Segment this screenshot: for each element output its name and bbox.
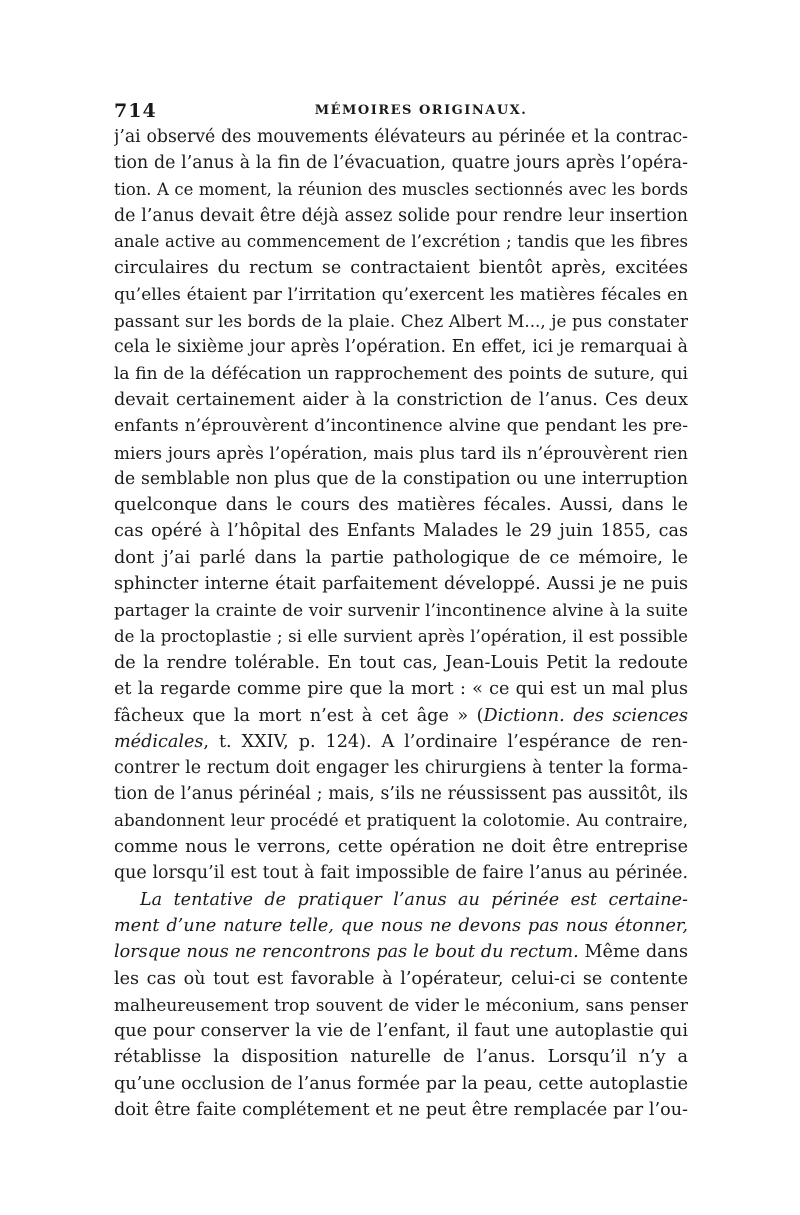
text-line: de semblable non plus que de la constipation ou une interruption bbox=[114, 468, 688, 489]
text-line: anale active au commencement de l’excrétion ; tandis que les fibres bbox=[114, 232, 688, 252]
text-line: tion. A ce moment, la réunion des muscles sectionnés avec les bords bbox=[114, 179, 688, 199]
text-segment: , t. XXIV, p. 124). A l’ordinaire l’espérance de ren- bbox=[203, 731, 688, 752]
text-line: enfants n’éprouvèrent d’incontinence alvine que pendant les pre- bbox=[114, 416, 688, 437]
text-line bbox=[114, 703, 688, 729]
text-line: de la rendre tolérable. En tout cas, Jean-Louis Petit la redoute bbox=[114, 652, 688, 673]
text-line: les cas où tout est favorable à l’opérateur, celui-ci se contente bbox=[114, 968, 688, 989]
text-line: abandonnent leur procédé et pratiquent la colotomie. Au contraire, bbox=[114, 810, 688, 830]
text-line bbox=[114, 729, 688, 755]
text-line: de la proctoplastie ; si elle survient après l’opération, il est possible bbox=[114, 626, 688, 646]
running-head bbox=[114, 100, 688, 122]
text-line: La tentative de pratiquer l’anus au périnée est certaine- bbox=[140, 889, 688, 910]
italic-segment: Dictionn. des sciences bbox=[483, 705, 688, 726]
text-segment: fâcheux que la mort n’est à cet âge » ( bbox=[114, 705, 484, 726]
text-line: contrer le rectum doit engager les chirurgiens à tenter la forma- bbox=[114, 758, 688, 779]
italic-segment: lorsque nous ne rencontrons pas le bout du rectum. bbox=[114, 942, 579, 963]
text-line: que pour conserver la vie de l’enfant, il faut une autoplastie qui bbox=[114, 1021, 688, 1042]
text-line: quelconque dans le cours des matières fécales. Aussi, dans le bbox=[114, 495, 688, 516]
text-line: devait certainement aider à la constriction de l’anus. Ces deux bbox=[114, 389, 688, 410]
text-line: comme nous le verrons, cette opération ne doit être entreprise bbox=[114, 837, 688, 858]
body-text bbox=[114, 124, 688, 1123]
italic-segment: médicales bbox=[114, 731, 204, 752]
text-line bbox=[114, 939, 688, 965]
text-line: et la regarde comme pire que la mort : « ce qui est un mal plus bbox=[114, 679, 688, 700]
text-line: cela le sixième jour après l’opération. En effet, ici je remarquai à bbox=[114, 337, 688, 358]
text-line: doit être faite complétement et ne peut être remplacée par l’ou- bbox=[114, 1099, 688, 1120]
text-line: partager la crainte de voir survenir l’incontinence alvine à la suite bbox=[114, 600, 688, 621]
text-line: qu’une occlusion de l’anus formée par la peau, cette autoplastie bbox=[114, 1073, 688, 1094]
text-line: passant sur les bords de la plaie. Chez Albert M..., je pus constater bbox=[114, 311, 688, 332]
text-line: que lorsqu’il est tout à fait impossible de faire l’anus au périnée. bbox=[114, 863, 688, 884]
text-line: malheureusement trop souvent de vider le méconium, sans penser bbox=[114, 994, 688, 1015]
text-line: ment d’une nature telle, que nous ne devons pas nous étonner, bbox=[114, 915, 688, 936]
text-line: cas opéré à l’hôpital des Enfants Malades le 29 juin 1855, cas bbox=[114, 521, 688, 542]
book-page bbox=[114, 100, 688, 1123]
text-segment: Même dans bbox=[578, 942, 688, 963]
running-title: MÉMOIRES ORIGINAUX. bbox=[314, 103, 528, 118]
text-line: la fin de la défécation un rapprochement des points de suture, qui bbox=[114, 363, 688, 384]
text-line: de l’anus devait être déjà assez solide pour rendre leur insertion bbox=[114, 205, 688, 226]
text-line: j’ai observé des mouvements élévateurs au périnée et la contrac- bbox=[114, 127, 688, 147]
text-line: sphincter interne était parfaitement développé. Aussi je ne puis bbox=[114, 574, 688, 595]
text-line: miers jours après l’opération, mais plus tard ils n’éprouvèrent rien bbox=[114, 442, 688, 463]
text-line: dont j’ai parlé dans la partie pathologique de ce mémoire, le bbox=[114, 547, 688, 568]
text-line: tion de l’anus à la fin de l’évacuation, quatre jours après l’opéra- bbox=[114, 153, 688, 174]
text-line: qu’elles étaient par l’irritation qu’exercent les matières fécales en bbox=[114, 284, 688, 305]
text-line: circulaires du rectum se contractaient bientôt après, excitées bbox=[114, 258, 688, 279]
text-line: rétablisse la disposition naturelle de l’anus. Lorsqu’il n’y a bbox=[114, 1047, 688, 1068]
text-line: tion de l’anus périnéal ; mais, s’ils ne réussissent pas aussitôt, ils bbox=[114, 784, 688, 805]
page-number: 714 bbox=[114, 100, 157, 122]
